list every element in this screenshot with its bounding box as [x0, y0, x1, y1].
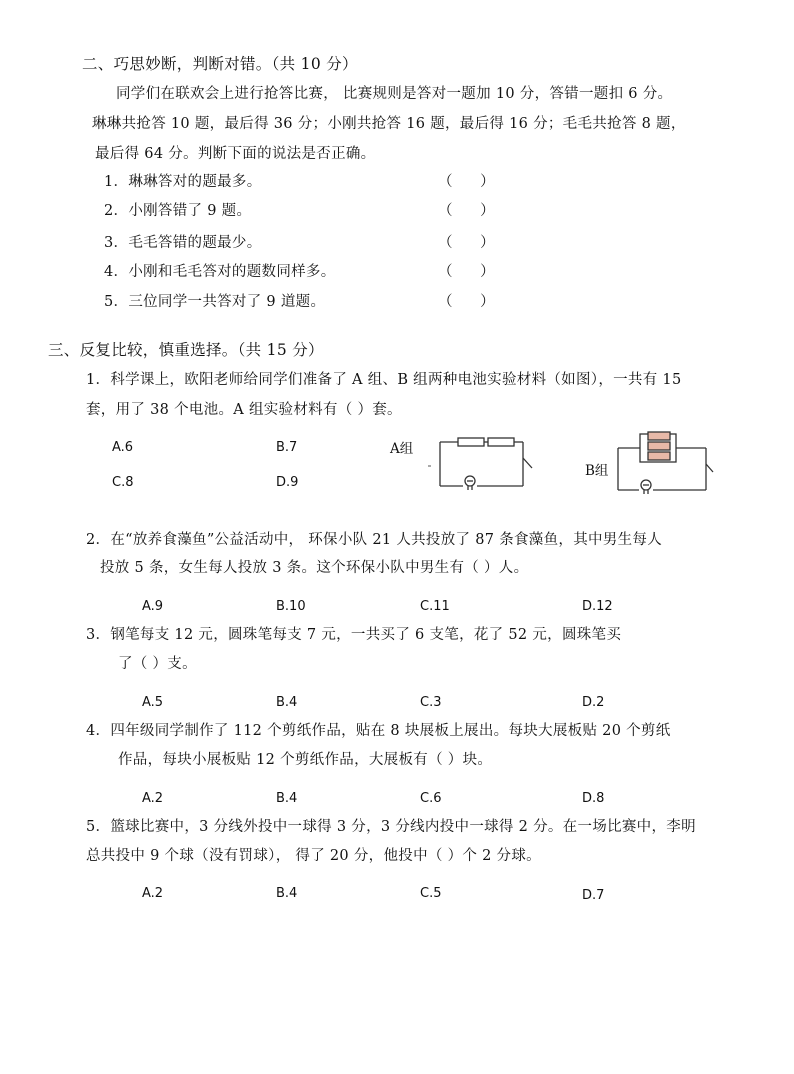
q5-option-d[interactable]: D.7	[582, 888, 605, 903]
q2-option-d[interactable]: D.12	[582, 599, 613, 614]
q2-option-b[interactable]: B.10	[276, 599, 306, 614]
q2-line-1: 2．在“放养食藻鱼”公益活动中， 环保小队 21 人共投放了 87 条食藻鱼，其中男生每人	[86, 532, 662, 548]
q1-line-2: 套，用了 38 个电池。A 组实验材料有（ ）套。	[86, 402, 402, 418]
section2-intro-line-3: 最后得 64 分。判断下面的说法是否正确。	[95, 146, 376, 162]
statement-1: 1．琳琳答对的题最多。	[104, 174, 262, 190]
q4-line-1: 4．四年级同学制作了 112 个剪纸作品，贴在 8 块展板上展出。每块大展板贴 20 个剪纸	[86, 723, 671, 739]
answer-blank-4[interactable]: （ ）	[438, 264, 495, 280]
answer-blank-2[interactable]: （ ）	[438, 203, 495, 219]
group-a-label: A组	[390, 441, 414, 457]
q5-line-2: 总共投中 9 个球（没有罚球）， 得了 20 分，他投中（ ）个 2 分球。	[86, 848, 541, 864]
q2-option-c[interactable]: C.11	[420, 599, 450, 614]
answer-blank-5[interactable]: （ ）	[438, 294, 495, 310]
answer-blank-1[interactable]: （ ）	[438, 174, 495, 190]
q2-option-a[interactable]: A.9	[142, 599, 164, 614]
q3-line-2: 了（ ）支。	[118, 656, 197, 672]
q4-option-b[interactable]: B.4	[276, 791, 298, 806]
q3-option-a[interactable]: A.5	[142, 695, 164, 710]
q4-option-c[interactable]: C.6	[420, 791, 442, 806]
section2-intro-line-1: 同学们在联欢会上进行抢答比赛， 比赛规则是答对一题加 10 分，答错一题扣 6 分。	[116, 86, 673, 102]
q1-option-d[interactable]: D.9	[276, 475, 299, 490]
section3-heading: 三、反复比较，慎重选择。（共 15 分）	[48, 341, 324, 359]
q1-option-a[interactable]: A.6	[112, 440, 134, 455]
statement-3: 3．毛毛答错的题最少。	[104, 235, 262, 251]
circuit-b-diagram	[610, 428, 716, 496]
section2-intro-line-2: 琳琳共抢答 10 题，最后得 36 分；小刚共抢答 16 题，最后得 16 分；毛毛共抢答 8 题，	[92, 116, 686, 132]
q4-option-a[interactable]: A.2	[142, 791, 164, 806]
q3-option-c[interactable]: C.3	[420, 695, 442, 710]
q4-line-2: 作品，每块小展板贴 12 个剪纸作品，大展板有（ ）块。	[118, 752, 493, 768]
q4-option-d[interactable]: D.8	[582, 791, 605, 806]
statement-4: 4．小刚和毛毛答对的题数同样多。	[104, 264, 336, 280]
q2-line-2: 投放 5 条，女生每人投放 3 条。这个环保小队中男生有（ ）人。	[100, 560, 529, 576]
q5-option-a[interactable]: A.2	[142, 886, 164, 901]
statement-2: 2．小刚答错了 9 题。	[104, 203, 252, 219]
statement-5: 5．三位同学一共答对了 9 道题。	[104, 294, 326, 310]
q3-option-d[interactable]: D.2	[582, 695, 605, 710]
q3-option-b[interactable]: B.4	[276, 695, 298, 710]
section2-heading: 二、巧思妙断，判断对错。（共 10 分）	[82, 55, 358, 73]
q5-line-1: 5．篮球比赛中，3 分线外投中一球得 3 分，3 分线内投中一球得 2 分。在一场比赛中，李明	[86, 819, 696, 835]
circuit-a-diagram	[420, 428, 540, 494]
q5-option-c[interactable]: C.5	[420, 886, 442, 901]
group-b-label: B组	[585, 463, 609, 479]
q1-line-1: 1．科学课上，欧阳老师给同学们准备了 A 组、B 组两种电池实验材料（如图），一共有 15	[86, 372, 682, 388]
q5-option-b[interactable]: B.4	[276, 886, 298, 901]
answer-blank-3[interactable]: （ ）	[438, 235, 495, 251]
q1-option-b[interactable]: B.7	[276, 440, 298, 455]
q1-option-c[interactable]: C.8	[112, 475, 134, 490]
q3-line-1: 3．钢笔每支 12 元，圆珠笔每支 7 元，一共买了 6 支笔，花了 52 元，圆珠笔买	[86, 627, 622, 643]
